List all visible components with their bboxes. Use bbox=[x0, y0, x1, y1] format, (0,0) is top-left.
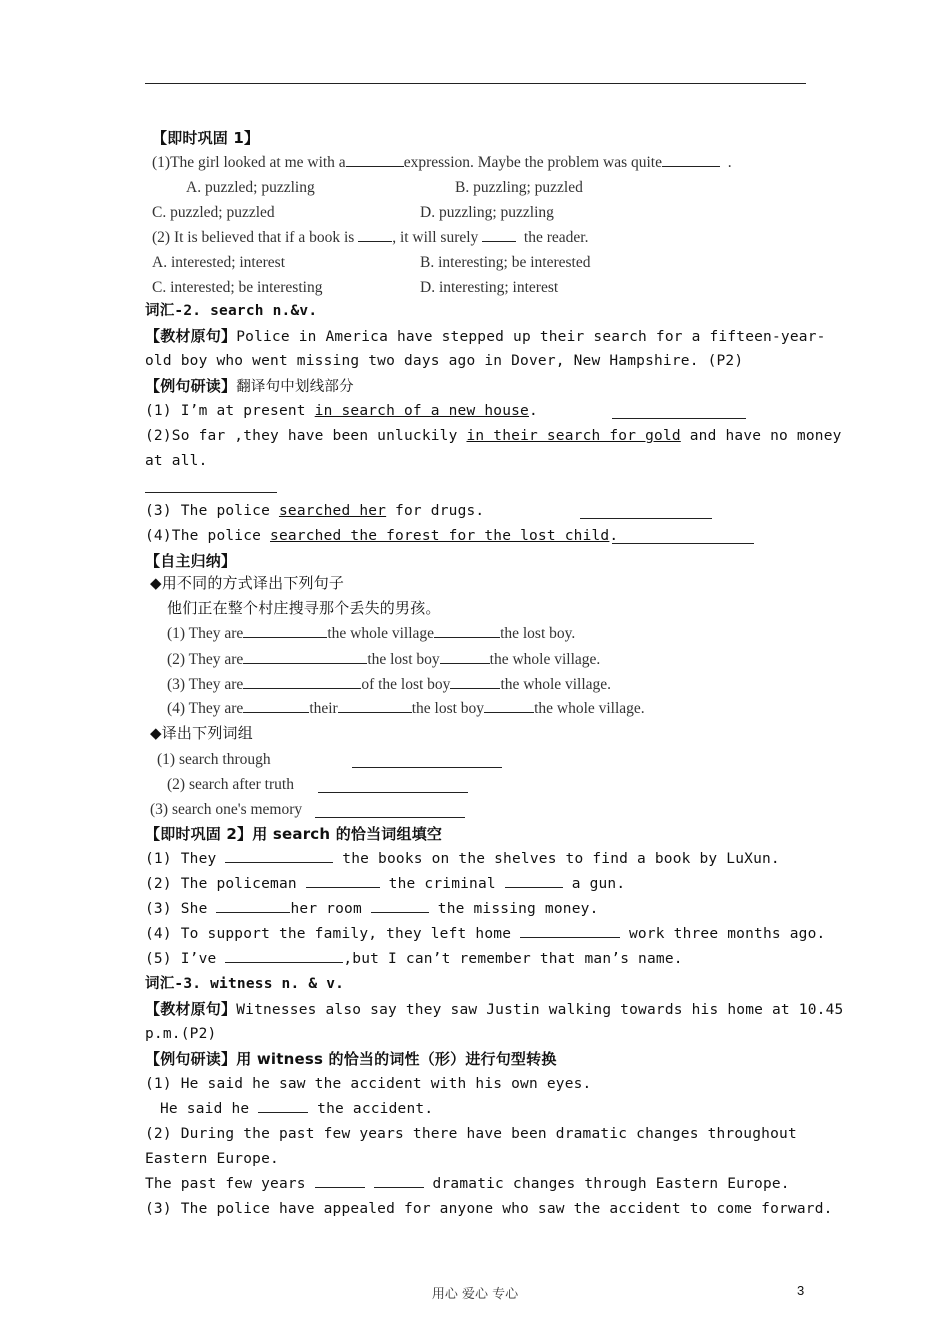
translation-3: (3) They are of the lost boy the whole village. bbox=[167, 676, 612, 693]
answer-blank[interactable] bbox=[484, 698, 534, 713]
header-rule bbox=[145, 83, 806, 84]
answer-blank[interactable] bbox=[371, 898, 429, 913]
answer-blank[interactable] bbox=[434, 623, 500, 638]
bullet-translate-sentence: ◆用不同的方式译出下列句子 bbox=[150, 574, 345, 592]
option-c: C. puzzled; puzzled bbox=[152, 204, 275, 221]
answer-blank[interactable] bbox=[243, 649, 367, 664]
example-1: (1) I’m at present in search of a new house. bbox=[145, 403, 538, 419]
witness-2-rewrite: The past few years dramatic changes through Eastern Europe. bbox=[145, 1173, 790, 1195]
textbook-sentence: 【教材原句】Police in America have stepped up their search for a fifteen-year- bbox=[145, 327, 826, 345]
option-d: D. puzzling; puzzling bbox=[420, 204, 554, 221]
option-b: B. puzzling; puzzled bbox=[455, 179, 583, 196]
question-2-line: (2) It is believed that if a book is , it will surely the reader. bbox=[152, 229, 589, 246]
option-a: A. interested; interest bbox=[152, 254, 285, 271]
example-2-cont: at all. bbox=[145, 453, 208, 469]
textbook-sentence-cont: old boy who went missing two days ago in Dover, New Hampshire. (P2) bbox=[145, 353, 744, 369]
witness-1-rewrite: He said he the accident. bbox=[160, 1098, 433, 1120]
bullet-translate-phrases: ◆译出下列词组 bbox=[150, 724, 253, 742]
example-study-heading: 【例句研读】翻译句中划线部分 bbox=[145, 377, 354, 395]
answer-blank[interactable] bbox=[505, 873, 563, 888]
textbook-sentence: 【教材原句】Witnesses also say they saw Justin walking towards his home at 10.45 bbox=[145, 1000, 844, 1018]
phrase-1: (1) search through bbox=[157, 751, 271, 768]
answer-blank[interactable] bbox=[243, 674, 361, 689]
exercise-1: (1) They the books on the shelves to find a book by LuXun. bbox=[145, 848, 780, 870]
section-heading-q2: 【即时巩固 2】用 search 的恰当词组填空 bbox=[145, 825, 443, 843]
textbook-sentence-cont: p.m.(P2) bbox=[145, 1026, 217, 1042]
translation-1: (1) They are the whole village the lost boy. bbox=[167, 625, 576, 642]
witness-1: (1) He said he saw the accident with his own eyes. bbox=[145, 1076, 592, 1092]
example-4: (4)The police searched the forest for the lost child. bbox=[145, 528, 619, 544]
witness-2: (2) During the past few years there have been dramatic changes throughout bbox=[145, 1126, 797, 1142]
answer-blank[interactable] bbox=[258, 1098, 308, 1113]
example-study-heading: 【例句研读】用 witness 的恰当的词性（形）进行句型转换 bbox=[145, 1050, 557, 1068]
answer-blank[interactable] bbox=[216, 898, 290, 913]
translation-blank[interactable] bbox=[580, 504, 712, 519]
section-heading-q1: 【即时巩固 1】 bbox=[152, 129, 260, 147]
exercise-4: (4) To support the family, they left home work three months ago. bbox=[145, 923, 825, 945]
answer-blank[interactable] bbox=[450, 674, 500, 689]
answer-blank[interactable] bbox=[243, 623, 327, 638]
translation-blank[interactable] bbox=[145, 478, 277, 493]
answer-blank[interactable] bbox=[225, 948, 343, 963]
answer-blank[interactable] bbox=[225, 848, 333, 863]
answer-blank[interactable] bbox=[346, 152, 404, 167]
vocab-2-title: 词汇-2. search n.&v. bbox=[145, 303, 318, 319]
answer-blank[interactable] bbox=[243, 698, 309, 713]
option-d: D. interesting; interest bbox=[420, 279, 559, 296]
answer-blank[interactable] bbox=[358, 227, 392, 242]
translation-blank[interactable] bbox=[612, 529, 754, 544]
witness-3: (3) The police have appealed for anyone who saw the accident to come forward. bbox=[145, 1201, 833, 1217]
chinese-sentence: 他们正在整个村庄搜寻那个丢失的男孩。 bbox=[167, 599, 441, 617]
answer-blank[interactable] bbox=[374, 1173, 424, 1188]
example-2: (2)So far ,they have been unluckily in their search for gold and have no money bbox=[145, 428, 842, 444]
answer-blank[interactable] bbox=[520, 923, 620, 938]
exercise-2: (2) The policeman the criminal a gun. bbox=[145, 873, 625, 895]
page-footer: 用心 爱心 专心 bbox=[431, 1287, 519, 1302]
option-a: A. puzzled; puzzling bbox=[186, 179, 315, 196]
answer-blank[interactable] bbox=[315, 1173, 365, 1188]
answer-blank[interactable] bbox=[318, 778, 468, 793]
example-3: (3) The police searched her for drugs. bbox=[145, 503, 485, 519]
summary-heading: 【自主归纳】 bbox=[145, 552, 237, 570]
translation-2: (2) They are the lost boy the whole village. bbox=[167, 651, 601, 668]
page-number: 3 bbox=[797, 1283, 805, 1298]
answer-blank[interactable] bbox=[482, 227, 516, 242]
phrase-2: (2) search after truth bbox=[167, 776, 294, 793]
vocab-3-title: 词汇-3. witness n. & v. bbox=[145, 976, 345, 992]
answer-blank[interactable] bbox=[315, 803, 465, 818]
translation-4: (4) They are their the lost boy the whole village. bbox=[167, 700, 645, 717]
translation-blank[interactable] bbox=[612, 404, 746, 419]
question-1-line: (1)The girl looked at me with a expression. Maybe the problem was quite . bbox=[152, 154, 732, 171]
witness-2-cont: Eastern Europe. bbox=[145, 1151, 279, 1167]
option-c: C. interested; be interesting bbox=[152, 279, 323, 296]
exercise-5: (5) I’ve ,but I can’t remember that man’s name. bbox=[145, 948, 683, 970]
answer-blank[interactable] bbox=[306, 873, 380, 888]
answer-blank[interactable] bbox=[352, 753, 502, 768]
exercise-3: (3) She her room the missing money. bbox=[145, 898, 599, 920]
answer-blank[interactable] bbox=[662, 152, 720, 167]
option-b: B. interesting; be interested bbox=[420, 254, 591, 271]
answer-blank[interactable] bbox=[338, 698, 412, 713]
answer-blank[interactable] bbox=[440, 649, 490, 664]
phrase-3: (3) search one's memory bbox=[150, 801, 303, 818]
